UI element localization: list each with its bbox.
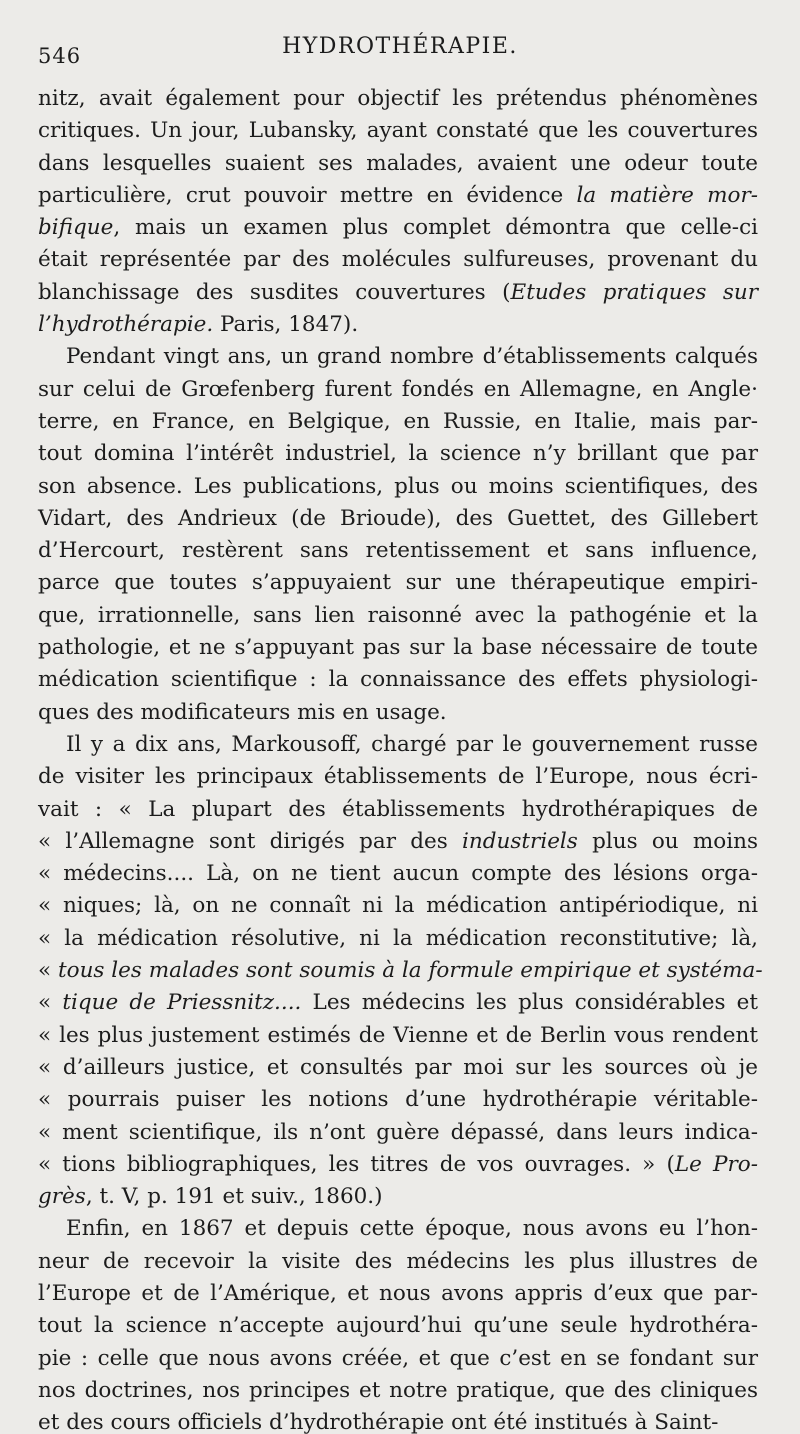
text-segment: sur celui de Grœfenberg furent fondés en Allemagne, en Angle· <box>38 376 758 402</box>
text-segment: nos doctrines, nos principes et notre pratique, que des cliniques <box>38 1377 758 1403</box>
text-segment: dans lesquelles suaient ses malades, avaient une odeur toute <box>38 150 758 176</box>
text-segment: son absence. Les publications, plus ou moins scientifiques, des <box>38 473 758 499</box>
text-segment: médication scientifique : la connaissance des effets physiologi- <box>38 667 758 693</box>
text-line <box>38 955 763 987</box>
page-number: 546 <box>38 44 82 68</box>
running-head <box>38 34 762 70</box>
text-segment: parce que toutes s’appuyaient sur une thérapeutique empiri- <box>38 570 758 596</box>
text-line <box>38 115 758 147</box>
text-line <box>38 1052 758 1084</box>
text-line <box>38 923 758 955</box>
text-segment: vait : « La plupart des établissements hydrothérapiques de <box>38 796 758 822</box>
text-line <box>38 341 758 373</box>
text-line <box>38 212 758 244</box>
italic-text-segment: industriels <box>462 828 578 854</box>
text-line <box>38 761 758 793</box>
text-segment: terre, en France, en Belgique, en Russie, en Italie, mais par- <box>38 408 758 434</box>
text-segment: « niques; là, on ne connaît ni la médication antipériodique, ni <box>38 893 758 919</box>
text-line <box>38 503 758 535</box>
text-line <box>38 1117 758 1149</box>
text-line <box>38 729 758 761</box>
italic-text-segment: Le Pro- <box>674 1151 758 1177</box>
text-line <box>38 1020 758 1052</box>
body-text <box>38 83 763 1434</box>
text-segment: Enfin, en 1867 et depuis cette époque, nous avons eu l’hon- <box>66 1216 758 1242</box>
text-line <box>38 1181 758 1213</box>
text-line <box>38 1213 758 1245</box>
text-line <box>38 1375 758 1407</box>
text-line <box>38 1278 758 1310</box>
text-segment: et des cours officiels d’hydrothérapie ont été institués à Saint- <box>38 1410 719 1434</box>
text-segment: « la médication résolutive, ni la médication reconstitutive; là, <box>38 925 758 951</box>
text-segment: l’Europe et de l’Amérique, et nous avons appris d’eux que par- <box>38 1280 758 1306</box>
text-line <box>38 826 758 858</box>
italic-text-segment: l’hydrothérapie. <box>38 312 214 338</box>
text-line <box>38 374 758 406</box>
text-line <box>38 858 758 890</box>
text-segment: nitz, avait également pour objectif les prétendus phénomènes <box>38 86 758 111</box>
text-line <box>38 148 758 180</box>
italic-text-segment: tique de Priessnitz.... <box>62 990 302 1016</box>
text-segment: particulière, crut pouvoir mettre en évidence <box>38 182 577 208</box>
text-segment: « <box>38 990 63 1016</box>
text-line <box>38 535 758 567</box>
text-line <box>38 244 758 276</box>
text-line <box>38 664 758 696</box>
text-segment: ques des modificateurs mis en usage. <box>38 699 447 725</box>
text-line <box>38 600 758 632</box>
text-line <box>38 277 758 309</box>
text-line <box>38 406 758 438</box>
text-segment: Il y a dix ans, Markousoff, chargé par le gouvernement russe <box>66 731 758 757</box>
text-segment: Paris, 1847). <box>213 312 359 338</box>
text-segment: « d’ailleurs justice, et consultés par moi sur les sources où je <box>38 1054 758 1080</box>
text-segment: tout domina l’intérêt industriel, la science n’y brillant que par <box>38 441 758 467</box>
italic-text-segment: bifique <box>38 215 114 241</box>
text-line <box>38 987 758 1019</box>
text-segment: , t. V, p. 191 et suiv., 1860.) <box>85 1184 383 1210</box>
text-line <box>38 567 758 599</box>
italic-text-segment: tous les malades sont soumis à la formule empirique et systéma- <box>58 958 763 984</box>
text-segment: d’Hercourt, restèrent sans retentissement et sans influence, <box>38 538 758 564</box>
italic-text-segment: grès <box>38 1184 86 1210</box>
text-segment: « les plus justement estimés de Vienne et de Berlin vous rendent <box>38 1022 758 1048</box>
text-segment: critiques. Un jour, Lubansky, ayant constaté que les couvertures <box>38 118 758 144</box>
text-segment: blanchissage des susdites couvertures ( <box>38 279 511 305</box>
text-line <box>38 1149 758 1181</box>
text-segment: Vidart, des Andrieux (de Brioude), des Guettet, des Gillebert <box>38 505 758 531</box>
text-line <box>38 438 758 470</box>
text-segment: Les médecins les plus considérables et <box>301 990 758 1016</box>
text-line <box>38 1084 758 1116</box>
text-line <box>38 1246 758 1278</box>
text-line <box>38 794 758 826</box>
text-segment: « ment scientifique, ils n’ont guère dépassé, dans leurs indica- <box>38 1119 758 1145</box>
text-line <box>38 697 758 729</box>
text-segment: neur de recevoir la visite des médecins les plus illustres de <box>38 1248 758 1274</box>
text-line <box>38 180 758 212</box>
text-segment: « tions bibliographiques, les titres de vos ouvrages. » ( <box>38 1151 675 1177</box>
text-line <box>38 632 758 664</box>
text-segment: pie : celle que nous avons créée, et que c’est en se fondant sur <box>38 1345 758 1371</box>
text-segment: tout la science n’accepte aujourd’hui qu’une seule hydrothéra- <box>38 1313 758 1339</box>
running-title: HYDROTHÉRAPIE. <box>282 34 518 59</box>
text-segment: « pourrais puiser les notions d’une hydrothérapie véritable- <box>38 1087 758 1113</box>
text-segment: Pendant vingt ans, un grand nombre d’établissements calqués <box>66 344 758 370</box>
text-line <box>38 1407 758 1434</box>
text-line <box>38 471 758 503</box>
text-segment: plus ou moins <box>577 828 758 854</box>
italic-text-segment: Etudes pratiques sur <box>510 279 758 305</box>
text-line <box>38 890 758 922</box>
italic-text-segment: la matière mor- <box>576 182 758 208</box>
text-segment: « l’Allemagne sont dirigés par des <box>38 828 463 854</box>
text-segment: de visiter les principaux établissements de l’Europe, nous écri- <box>38 764 758 790</box>
text-line <box>38 1343 758 1375</box>
text-segment: que, irrationnelle, sans lien raisonné avec la pathogénie et la <box>38 602 758 628</box>
text-line <box>38 1310 758 1342</box>
text-segment: , mais un examen plus complet démontra que celle-ci <box>113 215 758 241</box>
text-segment: était représentée par des molécules sulfureuses, provenant du <box>38 247 758 273</box>
text-line <box>38 83 758 115</box>
text-line <box>38 309 758 341</box>
text-segment: pathologie, et ne s’appuyant pas sur la base nécessaire de toute <box>38 635 758 661</box>
text-segment: « <box>38 958 58 984</box>
text-segment: « médecins.... Là, on ne tient aucun compte des lésions orga- <box>38 861 758 887</box>
